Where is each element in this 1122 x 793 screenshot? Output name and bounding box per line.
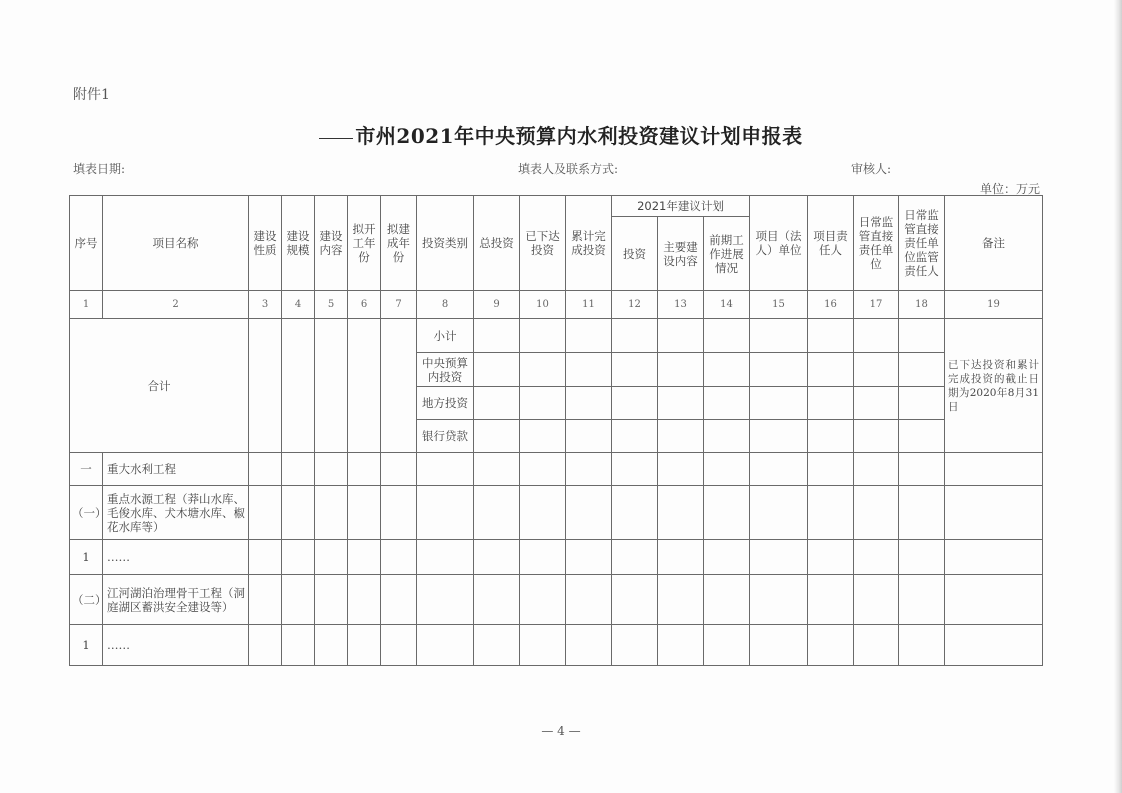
empty-cell: [417, 575, 474, 625]
empty-cell: [854, 353, 899, 387]
page-title: [0, 120, 1122, 149]
col-number: 18: [899, 291, 945, 319]
empty-cell: [474, 540, 520, 575]
reviewer-label: 审核人:: [851, 162, 892, 176]
header-finish-year: 拟建成年份: [381, 196, 417, 291]
empty-cell: [381, 575, 417, 625]
col-number: 1: [70, 291, 103, 319]
col-number: 7: [381, 291, 417, 319]
empty-cell: [474, 625, 520, 666]
empty-cell: [249, 486, 282, 540]
col-number: 8: [417, 291, 474, 319]
filler-contact-label: 填表人及联系方式:: [518, 162, 619, 176]
empty-cell: [474, 319, 520, 353]
empty-cell: [520, 387, 566, 420]
empty-cell: [704, 625, 750, 666]
empty-cell: [249, 453, 282, 486]
row-name: 重点水源工程（莽山水库、毛俊水库、犬木塘水库、椒花水库等）: [103, 486, 249, 540]
total-row-subtotal: [70, 319, 1043, 353]
col-number: 19: [945, 291, 1043, 319]
empty-cell: [945, 453, 1043, 486]
table-row: [70, 575, 1043, 625]
col-number: 9: [474, 291, 520, 319]
empty-cell: [612, 319, 658, 353]
empty-cell: [315, 625, 348, 666]
empty-cell: [566, 575, 612, 625]
empty-cell: [658, 420, 704, 453]
empty-cell: [474, 453, 520, 486]
empty-cell: [854, 453, 899, 486]
table-row: [70, 486, 1043, 540]
empty-cell: [945, 540, 1043, 575]
col-number: 4: [282, 291, 315, 319]
empty-cell: [566, 420, 612, 453]
empty-cell: [520, 353, 566, 387]
page-edge-shadow: [1114, 0, 1122, 793]
empty-cell: [750, 625, 808, 666]
header-legal-unit: 项目（法人）单位: [750, 196, 808, 291]
empty-cell: [381, 319, 417, 453]
empty-cell: [704, 420, 750, 453]
empty-cell: [381, 486, 417, 540]
empty-cell: [417, 486, 474, 540]
header-daily-unit: 日常监管直接责任单位: [854, 196, 899, 291]
empty-cell: [381, 540, 417, 575]
empty-cell: [808, 420, 854, 453]
col-number: 17: [854, 291, 899, 319]
table-row: [70, 540, 1043, 575]
empty-cell: [348, 540, 381, 575]
total-remark: 已下达投资和累计完成投资的截止日期为2020年8月31日: [945, 319, 1043, 453]
row-name: ……: [103, 625, 249, 666]
empty-cell: [520, 540, 566, 575]
header-row-1: [70, 196, 1043, 217]
empty-cell: [808, 575, 854, 625]
empty-cell: [612, 540, 658, 575]
fill-date-label: 填表日期:: [73, 162, 126, 176]
empty-cell: [808, 625, 854, 666]
col-number: 16: [808, 291, 854, 319]
empty-cell: [808, 353, 854, 387]
row-seq: 1: [70, 540, 103, 575]
empty-cell: [566, 319, 612, 353]
empty-cell: [348, 486, 381, 540]
empty-cell: [658, 575, 704, 625]
empty-cell: [315, 486, 348, 540]
empty-cell: [282, 575, 315, 625]
empty-cell: [899, 387, 945, 420]
empty-cell: [808, 387, 854, 420]
empty-cell: [854, 486, 899, 540]
title-blank-line: [319, 138, 353, 139]
empty-cell: [854, 575, 899, 625]
empty-cell: [474, 387, 520, 420]
empty-cell: [899, 353, 945, 387]
empty-cell: [520, 420, 566, 453]
col-number: 6: [348, 291, 381, 319]
row-seq: （一）: [70, 486, 103, 540]
empty-cell: [315, 540, 348, 575]
empty-cell: [899, 453, 945, 486]
empty-cell: [612, 387, 658, 420]
empty-cell: [750, 353, 808, 387]
page-number: — 4 —: [541, 724, 581, 738]
col-number: 15: [750, 291, 808, 319]
empty-cell: [854, 387, 899, 420]
col-number: 11: [566, 291, 612, 319]
empty-cell: [417, 540, 474, 575]
invest-type-local: 地方投资: [417, 387, 474, 420]
empty-cell: [249, 540, 282, 575]
empty-cell: [808, 540, 854, 575]
col-number: 5: [315, 291, 348, 319]
empty-cell: [566, 453, 612, 486]
empty-cell: [566, 625, 612, 666]
empty-cell: [658, 486, 704, 540]
empty-cell: [704, 486, 750, 540]
empty-cell: [750, 540, 808, 575]
attachment-label: 附件1: [73, 87, 110, 103]
header-invest-type: 投资类别: [417, 196, 474, 291]
empty-cell: [348, 625, 381, 666]
empty-cell: [658, 625, 704, 666]
row-seq: （二）: [70, 575, 103, 625]
header-content: 建设内容: [315, 196, 348, 291]
empty-cell: [750, 453, 808, 486]
empty-cell: [658, 540, 704, 575]
empty-cell: [750, 486, 808, 540]
empty-cell: [704, 319, 750, 353]
empty-cell: [566, 540, 612, 575]
empty-cell: [520, 575, 566, 625]
empty-cell: [808, 453, 854, 486]
unit-label: 单位：万元: [979, 182, 1040, 196]
header-plan-2021: 2021年建议计划: [612, 196, 750, 217]
empty-cell: [658, 387, 704, 420]
empty-cell: [249, 625, 282, 666]
header-total-invest: 总投资: [474, 196, 520, 291]
col-number: 14: [704, 291, 750, 319]
empty-cell: [899, 486, 945, 540]
empty-cell: [282, 453, 315, 486]
empty-cell: [612, 420, 658, 453]
row-name: 重大水利工程: [103, 453, 249, 486]
row-name: 江河湖泊治理骨干工程（洞庭湖区蓄洪安全建设等）: [103, 575, 249, 625]
table-row: [70, 453, 1043, 486]
empty-cell: [282, 486, 315, 540]
empty-cell: [612, 575, 658, 625]
empty-cell: [612, 353, 658, 387]
empty-cell: [854, 420, 899, 453]
empty-cell: [315, 575, 348, 625]
empty-cell: [854, 540, 899, 575]
header-nature: 建设性质: [249, 196, 282, 291]
empty-cell: [854, 319, 899, 353]
empty-cell: [348, 575, 381, 625]
empty-cell: [899, 420, 945, 453]
empty-cell: [474, 353, 520, 387]
row-name: ……: [103, 540, 249, 575]
empty-cell: [750, 575, 808, 625]
empty-cell: [899, 625, 945, 666]
col-number: 2: [103, 291, 249, 319]
title-text: 市州2021年中央预算内水利投资建议计划申报表: [355, 124, 803, 148]
empty-cell: [704, 353, 750, 387]
empty-cell: [899, 319, 945, 353]
header-project-name: 项目名称: [103, 196, 249, 291]
header-scale: 建设规模: [282, 196, 315, 291]
empty-cell: [520, 319, 566, 353]
empty-cell: [750, 387, 808, 420]
header-issued-invest: 已下达投资: [520, 196, 566, 291]
empty-cell: [704, 453, 750, 486]
empty-cell: [808, 486, 854, 540]
empty-cell: [381, 625, 417, 666]
invest-type-central: 中央预算内投资: [417, 353, 474, 387]
empty-cell: [315, 453, 348, 486]
empty-cell: [520, 453, 566, 486]
empty-cell: [899, 575, 945, 625]
empty-cell: [945, 625, 1043, 666]
table-row: [70, 625, 1043, 666]
empty-cell: [658, 319, 704, 353]
empty-cell: [381, 453, 417, 486]
empty-cell: [282, 540, 315, 575]
header-seq: 序号: [70, 196, 103, 291]
empty-cell: [899, 540, 945, 575]
empty-cell: [520, 486, 566, 540]
empty-cell: [417, 625, 474, 666]
header-responsible: 项目责任人: [808, 196, 854, 291]
invest-type-subtotal: 小计: [417, 319, 474, 353]
empty-cell: [704, 540, 750, 575]
empty-cell: [612, 453, 658, 486]
col-number: 10: [520, 291, 566, 319]
header-preliminary: 前期工作进展情况: [704, 217, 750, 291]
empty-cell: [658, 453, 704, 486]
col-number: 12: [612, 291, 658, 319]
empty-cell: [704, 575, 750, 625]
header-remark: 备注: [945, 196, 1043, 291]
col-number: 3: [249, 291, 282, 319]
header-cumulative-invest: 累计完成投资: [566, 196, 612, 291]
empty-cell: [612, 625, 658, 666]
empty-cell: [348, 453, 381, 486]
empty-cell: [348, 319, 381, 453]
empty-cell: [658, 353, 704, 387]
empty-cell: [566, 486, 612, 540]
empty-cell: [474, 575, 520, 625]
header-plan-invest: 投资: [612, 217, 658, 291]
empty-cell: [612, 486, 658, 540]
empty-cell: [750, 420, 808, 453]
empty-cell: [474, 486, 520, 540]
empty-cell: [704, 387, 750, 420]
header-main-content: 主要建设内容: [658, 217, 704, 291]
empty-cell: [282, 625, 315, 666]
empty-cell: [750, 319, 808, 353]
col-number: 13: [658, 291, 704, 319]
row-seq: 1: [70, 625, 103, 666]
empty-cell: [249, 319, 282, 453]
empty-cell: [249, 575, 282, 625]
total-label: 合计: [70, 319, 249, 453]
empty-cell: [474, 420, 520, 453]
header-start-year: 拟开工年份: [348, 196, 381, 291]
report-table: [69, 195, 1043, 666]
empty-cell: [417, 453, 474, 486]
empty-cell: [854, 625, 899, 666]
header-daily-person: 日常监管直接责任单位监管责任人: [899, 196, 945, 291]
empty-cell: [282, 319, 315, 453]
empty-cell: [520, 625, 566, 666]
invest-type-bank: 银行贷款: [417, 420, 474, 453]
empty-cell: [808, 319, 854, 353]
row-seq: 一: [70, 453, 103, 486]
empty-cell: [566, 387, 612, 420]
column-number-row: [70, 291, 1043, 319]
empty-cell: [945, 486, 1043, 540]
empty-cell: [566, 353, 612, 387]
empty-cell: [315, 319, 348, 453]
empty-cell: [945, 575, 1043, 625]
